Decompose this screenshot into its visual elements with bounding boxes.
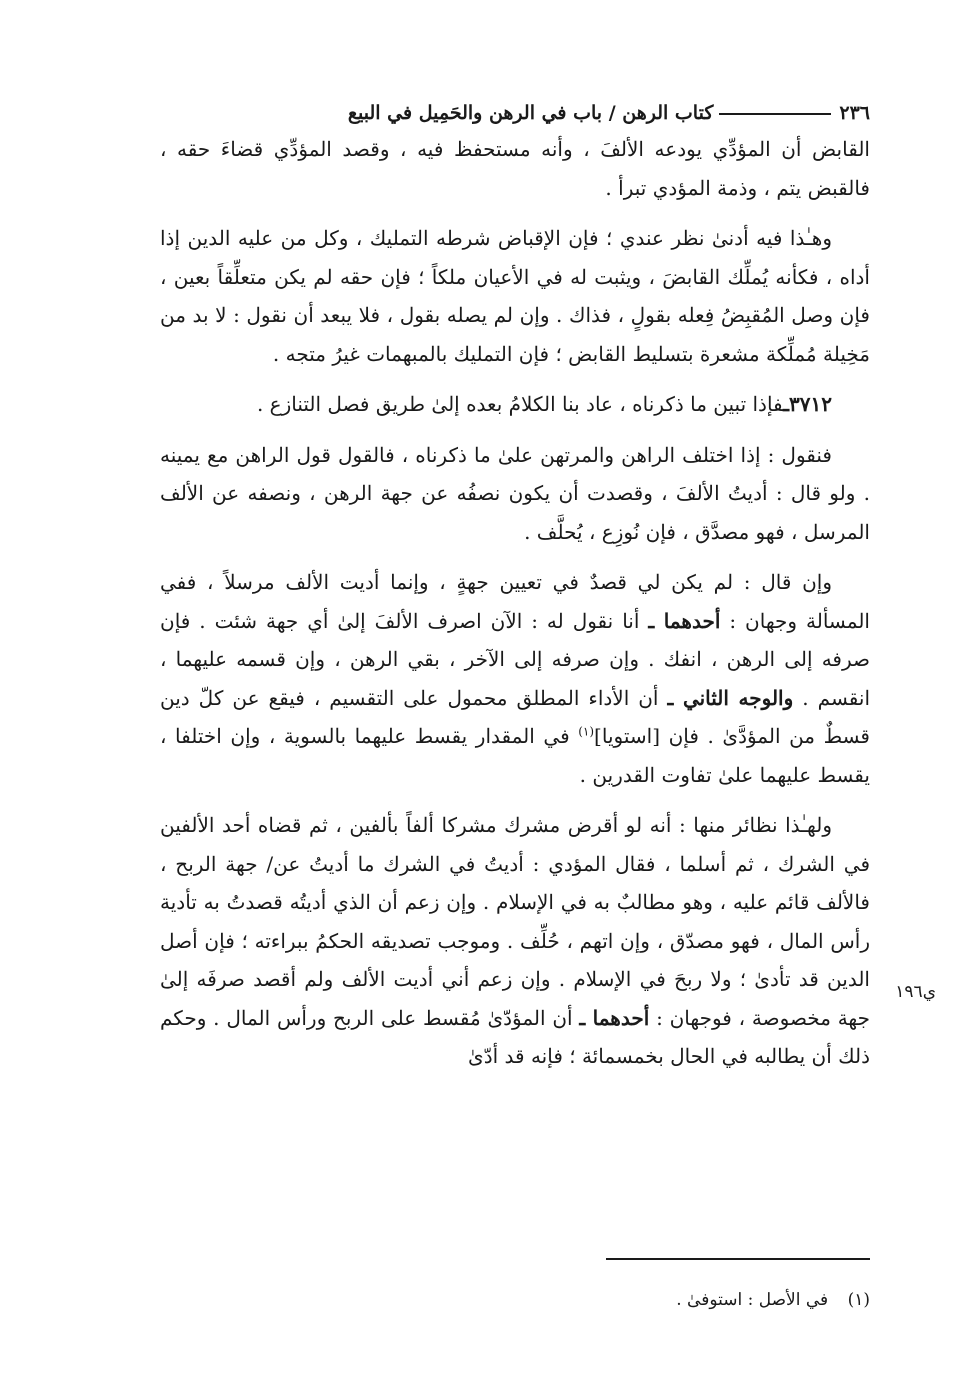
running-title: كتاب الرهن / باب في الرهن والحَمِيل في البيع <box>347 102 714 124</box>
margin-folio-note: ي١٩٦ <box>895 982 936 1002</box>
paragraph-6 <box>160 806 870 1076</box>
paragraph-6-text-a: ولهـٰذا نظائر منها : أنه لو أقرض مشرك مشركا ألفاً بألفين ، ثم قضاه أحد الألفين في الشرك ، ثم أسلما ، فقال المؤدي : أديتُ في الشرك ما أديتُ عن/ جهة الربح ، فالألف قائم عليه ، وهو مطالبٌ به في الإسلام . وإن زعم أن الذي أديتُه قصدتُ به تأدية رأس المال ، فهو مصدّق ، وإن اتهم ، حُلِّف . وموجب تصديقه الحكمُ ببراءته ؛ فإن أصل الدين قد تأدىٰ ؛ ولا ربحَ في الإسلام . وإن زعم أني أديت الألف ولم أقصد صرفَه إلىٰ جهة مخصوصة ، فوجهان : <box>160 813 871 1030</box>
footnote <box>400 1290 870 1310</box>
paragraph-6-bold: أحدهما ـ <box>579 1005 650 1030</box>
paragraph-4-text: فنقول : إذا اختلف الراهن والمرتهن علىٰ ما ذكرناه ، فالقول قول الراهن مع يمينه . ولو قال : أديتُ الألفَ ، وقصدت أن يكون نصفُه عن جهة الرهن ، ونصفه عن الألف المرسل ، فهو مصدَّق ، فإن نُوزِع ، يُحلَّف . <box>160 442 870 544</box>
paragraph-5-text-d: في المقدار يقسط عليهما بالسوية ، وإن اختلفا ، يقسط عليهما علىٰ تفاوت القدرين . <box>160 724 870 787</box>
header-rule <box>719 113 831 115</box>
paragraph-5-text-c: أن الأداء المطلق محمول على التقسيم ، فيقع عن كلّ دين قسطٌ من المؤدَّىٰ . فإن [استويا] <box>160 685 870 748</box>
paragraph-4 <box>160 436 870 552</box>
paragraph-3 <box>160 385 870 424</box>
page-number: ٢٣٦ <box>839 102 870 124</box>
footnote-reference[interactable]: (١) <box>578 724 595 739</box>
paragraph-5 <box>160 563 870 794</box>
paragraph-2 <box>160 219 870 373</box>
paragraph-5-bold-2: والوجه الثاني ـ <box>667 685 794 710</box>
paragraph-3-text: فإذا تبين ما ذكرناه ، عاد بنا الكلامُ بعده إلىٰ طريق فصل التنازع . <box>256 392 784 416</box>
footnote-text: في الأصل : استوفىٰ . <box>676 1290 829 1310</box>
section-number: ٣٧١٢ـ <box>783 392 832 416</box>
paragraph-5-bold-1: أحدهما ـ <box>648 608 721 633</box>
footnote-marker: (١) <box>847 1290 870 1310</box>
main-text <box>160 130 870 1088</box>
paragraph-2-text: وهـٰذا فيه أدنىٰ نظر عندي ؛ فإن الإقباض شرطه التمليك ، وكل من عليه الدين إذا أداه ، فكأنه يُملِّك القابضَ ، ويثبت له في الأعيان ملكاً ؛ فإن حقه لم يكن متعلِّقاً بعين ، فإن وصل المُقبِضُ فِعله بقولٍ ، فذاك . وإن لم يصله بقول ، فلا يبعد أن نقول : لا بد من مَخِيلة مُملِّكة مشعرة بتسليط القابض ؛ فإن التمليك بالمبهمات غيرُ متجه . <box>160 226 870 366</box>
running-header <box>160 84 870 124</box>
paragraph-1-text: القابض أن المؤدِّي يودعه الألفَ ، وأنه مستحفظ فيه ، وقصد المؤدِّي قضاءَ حقه ، فالقبض يتم ، وذمة المؤدي تبرأ . <box>160 137 870 200</box>
paragraph-5-text-a: وإن قال : لم يكن لي قصدٌ في تعيين جهةٍ ، وإنما أديت الألف مرسلاً ، ففي المسألة وجهان : <box>160 570 870 633</box>
paragraph-5-text-b: أنا نقول له : الآن اصرف الألفَ إلىٰ أي جهة شئت . فإن صرفه إلى الرهن ، انفك . وإن صرفه إلى الآخر ، بقي الرهن ، وإن قسمه عليهما ، انقسم . <box>160 608 871 710</box>
footnote-separator <box>606 1258 870 1260</box>
paragraph-1 <box>160 130 870 207</box>
paragraph-6-text-b: أن المؤدّىٰ مُقسط على الربح ورأس المال . وحكم ذلك أن يطالبه في الحال بخمسمائة ؛ فإنه قد أدّىٰ <box>160 1005 870 1068</box>
